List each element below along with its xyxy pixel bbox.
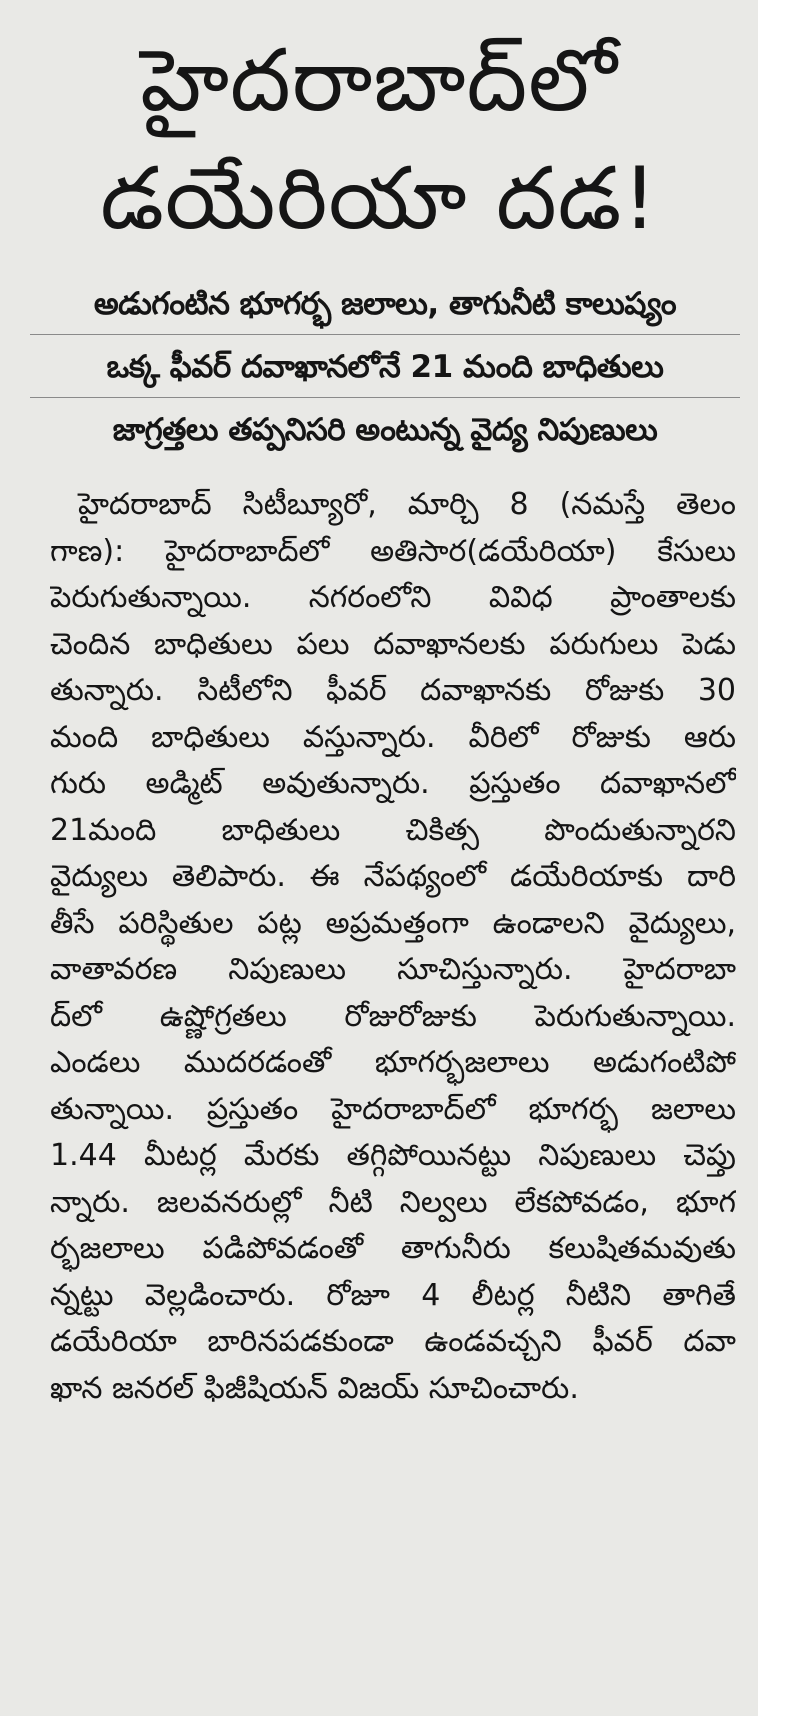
- body-line: ర్భజలాలు పడిపోవడంతో తాగునీరు కలుషితమవుతు: [50, 1231, 736, 1266]
- body-line: చెందిన బాధితులు పలు దవాఖానలకు పరుగులు పెడు: [50, 626, 736, 662]
- body-line: తీసే పరిస్థితుల పట్ల అప్రమత్తంగా ఉండాలని వైద్యులు,: [50, 905, 736, 941]
- subheading-1: అడుగంటిన భూగర్భ జలాలు, తాగునీటి కాలుష్యం: [93, 286, 677, 322]
- body-line: తున్నాయి. ప్రస్తుతం హైదరాబాద్‌లో భూగర్భ జలాలు: [50, 1091, 736, 1127]
- subheading-3: జాగ్రత్తలు తప్పనిసరి అంటున్న వైద్య నిపుణులు: [112, 412, 658, 448]
- headline-line-2: డయేరియా దడ!: [100, 149, 658, 249]
- body-line: గురు అడ్మిట్ అవుతున్నారు. ప్రస్తుతం దవాఖానలో: [50, 766, 736, 801]
- body-line: న్నారు. జలవనరుల్లో నీటి నిల్వలు లేకపోవడం, భూగ: [50, 1184, 736, 1220]
- body-line: తున్నారు. సిటీలోని ఫీవర్ దవాఖానకు రోజుకు 30: [50, 673, 736, 708]
- body-line: వైద్యులు తెలిపారు. ఈ నేపథ్యంలో డయేరియాకు దారి: [50, 859, 736, 894]
- body-line: ద్‌లో ఉష్ణోగ్రతలు రోజురోజుకు పెరుగుతున్నాయి.: [50, 998, 736, 1034]
- body-line: హైదరాబాద్ సిటీబ్యూరో, మార్చి 8 (నమస్తే తెలం: [78, 487, 736, 522]
- headline-line-1: హైదరాబాద్‌లో: [140, 31, 618, 131]
- subheading-2: ఒక్క ఫీవర్ దవాఖానలోనే 21 మంది బాధితులు: [106, 349, 664, 385]
- body-line: డయేరియా బారినపడకుండా ఉండవచ్చని ఫీవర్ దవా: [50, 1324, 736, 1359]
- body-line: 1.44 మీటర్ల మేరకు తగ్గిపోయినట్టు నిపుణులు చెప్తు: [50, 1138, 736, 1173]
- body-line: ఖాన జనరల్ ఫిజీషియన్ విజయ్ సూచించారు.: [50, 1370, 579, 1406]
- body-line: ఎండలు ముదరడంతో భూగర్భజలాలు అడుగంటిపో: [50, 1045, 736, 1080]
- body-line: 21మంది బాధితులు చికిత్స పొందుతున్నారని: [50, 812, 736, 848]
- body-line: గాణ): హైదరాబాద్‌లో అతిసార(డయేరియా) కేసులు: [50, 533, 736, 569]
- body-line: న్నట్టు వెల్లడించారు. రోజూ 4 లీటర్ల నీటిని తాగితే: [50, 1277, 736, 1313]
- subheadings: [30, 272, 740, 460]
- body-line: వాతావరణ నిపుణులు సూచిస్తున్నారు. హైదరాబా: [50, 952, 736, 987]
- article-body: [50, 482, 736, 1412]
- body-line: పెరుగుతున్నాయి. నగరంలోని వివిధ ప్రాంతాలకు: [50, 580, 736, 615]
- headline: [0, 0, 758, 258]
- body-line: మంది బాధితులు వస్తున్నారు. వీరిలో రోజుకు ఆరు: [50, 719, 736, 755]
